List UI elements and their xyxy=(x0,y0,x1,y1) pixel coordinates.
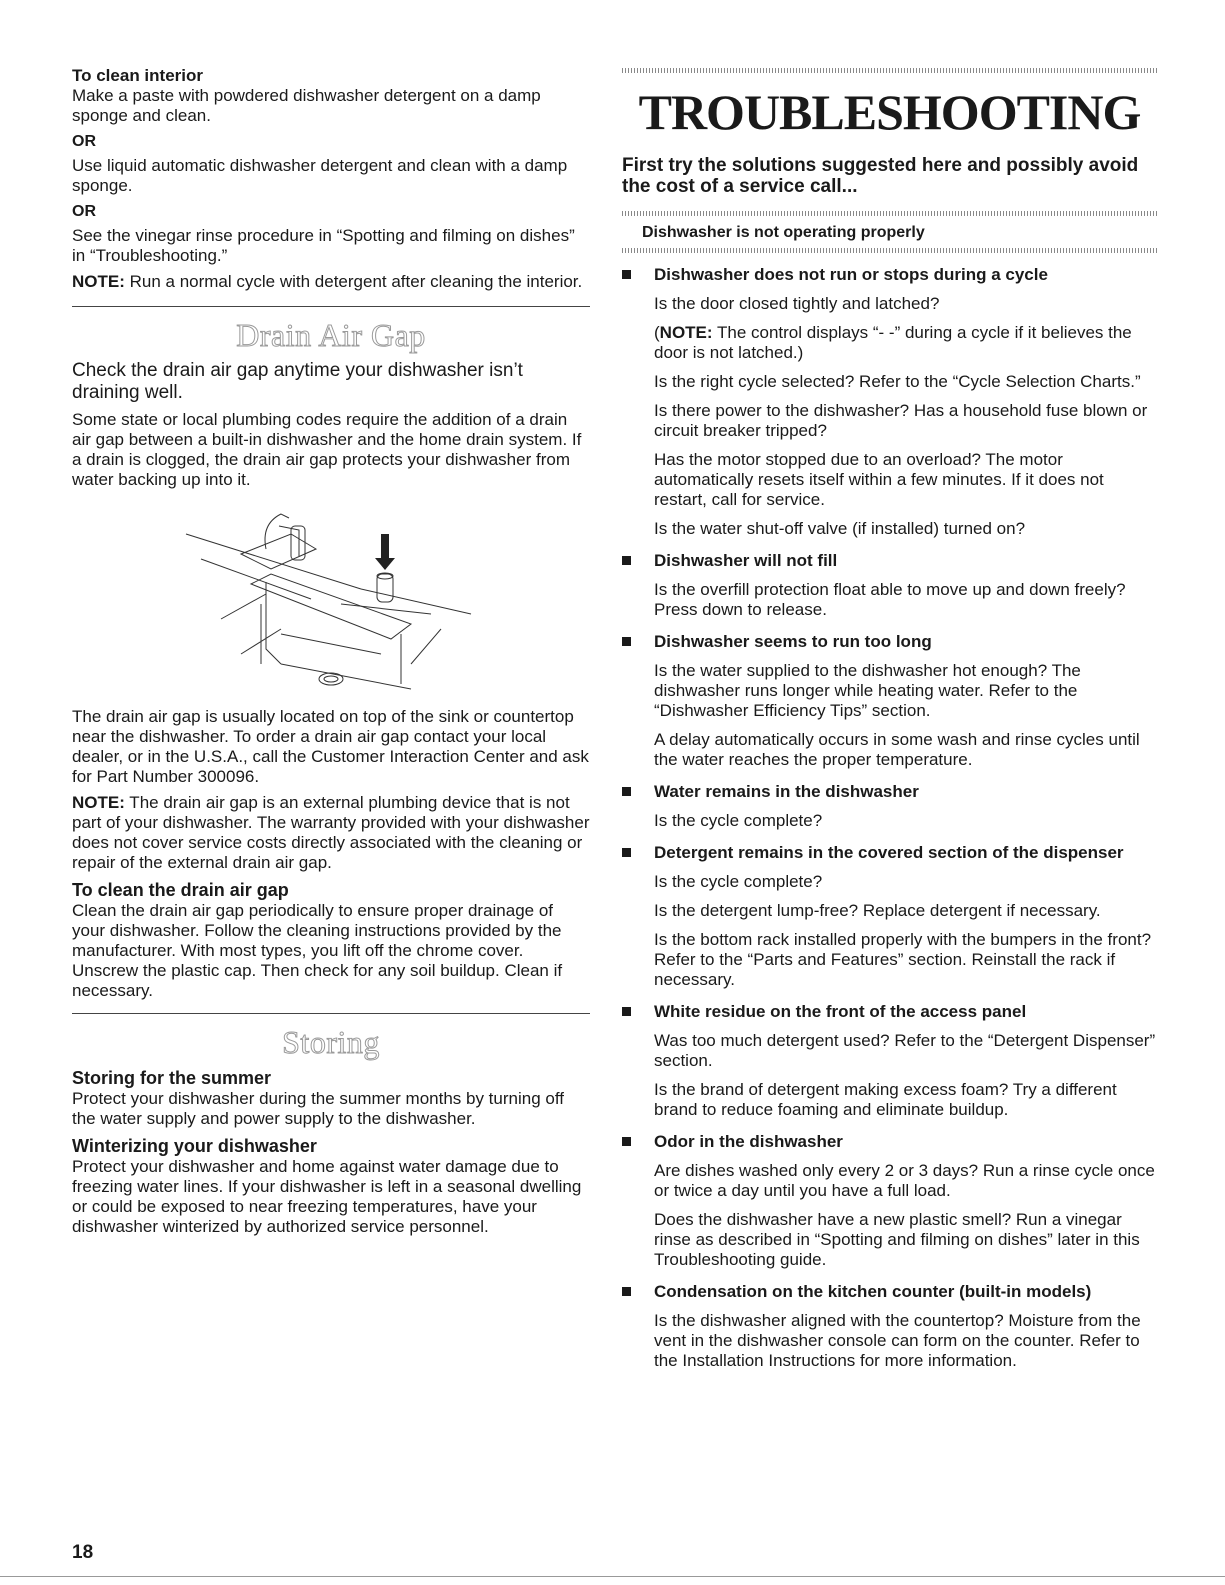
subsection-header xyxy=(622,211,1157,253)
bullet-square-icon xyxy=(622,1007,631,1016)
hatched-rule xyxy=(622,68,1157,73)
note-paren: ( xyxy=(654,323,660,342)
bullet-square-icon xyxy=(622,1137,631,1146)
subsection-title: Dishwasher is not operating properly xyxy=(642,224,925,241)
bullet-square-icon xyxy=(622,848,631,857)
note-text: The control displays “- -” during a cycle if it believes the door is not latched.) xyxy=(654,323,1132,362)
item-answer: Is the right cycle selected? Refer to the “Cycle Selection Charts.” xyxy=(654,372,1141,391)
bullet-square-icon xyxy=(622,270,631,279)
bullet-square-icon xyxy=(622,787,631,796)
bullet-square-icon xyxy=(622,637,631,646)
left-column xyxy=(72,66,590,1237)
item-answer: Does the dishwasher have a new plastic smell? Run a vinegar rinse as described in “Spotting and filming on dishes” later in this Troubleshooting guide. xyxy=(654,1210,1140,1269)
item-title: Water remains in the dishwasher xyxy=(654,782,919,801)
item-title: White residue on the front of the access panel xyxy=(654,1002,1027,1021)
item-answer: Is the detergent lump-free? Replace detergent if necessary. xyxy=(654,901,1101,920)
bullet-square-icon xyxy=(622,1287,631,1296)
note-label: NOTE: xyxy=(72,793,125,812)
clean-drain-gap-text: Clean the drain air gap periodically to ensure proper drainage of your dishwasher. Follow the cleaning instructions provided by the manufacturer. With most types, you lift off the chrome cover. Unscrew the plastic cap. Then check for any soil buildup. Clean if necessary. xyxy=(72,901,563,1000)
winter-heading: Winterizing your dishwasher xyxy=(72,1136,317,1156)
section-divider xyxy=(72,1013,590,1014)
page-number: 18 xyxy=(72,1542,94,1563)
page-bottom-rule xyxy=(0,1576,1225,1577)
list-item xyxy=(622,551,1157,620)
item-answer: Is the cycle complete? xyxy=(654,811,823,830)
drain-note xyxy=(72,793,590,873)
list-item xyxy=(622,632,1157,770)
troubleshooting-list xyxy=(622,265,1157,1371)
or-separator-1: OR xyxy=(72,133,96,150)
drain-intro: Check the drain air gap anytime your dishwasher isn’t draining well. xyxy=(72,360,523,403)
interior-paragraph-3: See the vinegar rinse procedure in “Spotting and filming on dishes” in “Troubleshooting.” xyxy=(72,226,575,265)
winter-text: Protect your dishwasher and home against water damage due to freezing water lines. If your dishwasher is left in a seasonal dwelling or could be exposed to near freezing temperatures, have your dishwasher winterized by authorized service personnel. xyxy=(72,1157,582,1236)
interior-paragraph-2: Use liquid automatic dishwasher detergent and clean with a damp sponge. xyxy=(72,156,568,195)
hatched-rule xyxy=(622,248,1157,253)
bullet-square-icon xyxy=(622,556,631,565)
note-text: Run a normal cycle with detergent after cleaning the interior. xyxy=(124,272,583,291)
note-text: The drain air gap is an external plumbing device that is not part of your dishwasher. The warranty provided with your dishwasher does not cover service costs directly associated with the cleaning or repair of the external drain air gap. xyxy=(72,793,590,872)
list-item xyxy=(622,782,1157,831)
summer-text: Protect your dishwasher during the summer months by turning off the water supply and power supply to the dishwasher. xyxy=(72,1089,564,1128)
interior-note xyxy=(72,272,590,292)
summer-heading: Storing for the summer xyxy=(72,1068,272,1088)
right-column xyxy=(622,68,1157,1371)
item-title: Dishwasher seems to run too long xyxy=(654,632,932,651)
note-label: NOTE: xyxy=(72,272,125,291)
item-answer: Is the bottom rack installed properly with the bumpers in the front? Refer to the “Parts and Features” section. Reinstall the rack if necessary. xyxy=(654,930,1152,989)
drain-air-gap-title: Drain Air Gap xyxy=(236,317,426,353)
item-answer: Is there power to the dishwasher? Has a household fuse blown or circuit breaker tripped? xyxy=(654,401,1148,440)
item-answer: Was too much detergent used? Refer to the “Detergent Dispenser” section. xyxy=(654,1031,1156,1070)
troubleshooting-lead: First try the solutions suggested here and possibly avoid the cost of a service call... xyxy=(622,155,1139,197)
list-item xyxy=(622,843,1157,990)
item-answer: Are dishes washed only every 2 or 3 days? Run a rinse cycle once or twice a day until you have a full load. xyxy=(654,1161,1155,1200)
item-title: Condensation on the kitchen counter (built-in models) xyxy=(654,1282,1092,1301)
item-answer: Is the water supplied to the dishwasher hot enough? The dishwasher runs longer while heating water. Refer to the “Dishwasher Efficiency Tips” section. xyxy=(654,661,1081,720)
note-label: NOTE: xyxy=(659,323,713,342)
interior-heading: To clean interior xyxy=(72,66,203,85)
list-item xyxy=(622,265,1157,539)
item-answer: A delay automatically occurs in some wash and rinse cycles until the water reaches the proper temperature. xyxy=(654,730,1140,769)
list-item xyxy=(622,1002,1157,1120)
item-answer: Is the dishwasher aligned with the countertop? Moisture from the vent in the dishwasher console can form on the counter. Refer to the Installation Instructions for more information. xyxy=(654,1311,1141,1370)
sink-drain-air-gap-illustration xyxy=(181,504,481,699)
or-separator-2: OR xyxy=(72,203,96,220)
troubleshooting-title: TROUBLESHOOTING xyxy=(638,84,1141,140)
item-answer: Is the door closed tightly and latched? xyxy=(654,294,940,313)
item-answer: Is the cycle complete? xyxy=(654,872,823,891)
list-item xyxy=(622,1282,1157,1371)
section-divider xyxy=(72,306,590,307)
item-title: Dishwasher will not fill xyxy=(654,551,838,570)
item-title: Detergent remains in the covered section of the dispenser xyxy=(654,843,1124,862)
drain-paragraph-1: Some state or local plumbing codes require the addition of a drain air gap between a built-in dishwasher and the home drain system. If a drain is clogged, the drain air gap protects your dishwasher from water backing up into it. xyxy=(72,410,582,489)
interior-paragraph-1: Make a paste with powdered dishwasher detergent on a damp sponge and clean. xyxy=(72,86,541,125)
item-title: Odor in the dishwasher xyxy=(654,1132,843,1151)
item-title: Dishwasher does not run or stops during a cycle xyxy=(654,265,1048,284)
item-answer: Has the motor stopped due to an overload? The motor automatically resets itself within a few minutes. If it does not restart, call for service. xyxy=(654,450,1104,509)
drain-paragraph-2: The drain air gap is usually located on top of the sink or countertop near the dishwasher. To order a drain air gap contact your local dealer, or in the U.S.A., call the Customer Interaction Center and ask for Part Number 300096. xyxy=(72,707,589,786)
list-item xyxy=(622,1132,1157,1270)
item-note xyxy=(654,323,1157,363)
storing-title: Storing xyxy=(282,1024,380,1060)
item-answer: Is the overfill protection float able to move up and down freely? Press down to release. xyxy=(654,580,1126,619)
clean-drain-gap-heading: To clean the drain air gap xyxy=(72,880,289,900)
item-answer: Is the water shut-off valve (if installed) turned on? xyxy=(654,519,1026,538)
item-answer: Is the brand of detergent making excess foam? Try a different brand to reduce foaming and eliminate buildup. xyxy=(654,1080,1117,1119)
